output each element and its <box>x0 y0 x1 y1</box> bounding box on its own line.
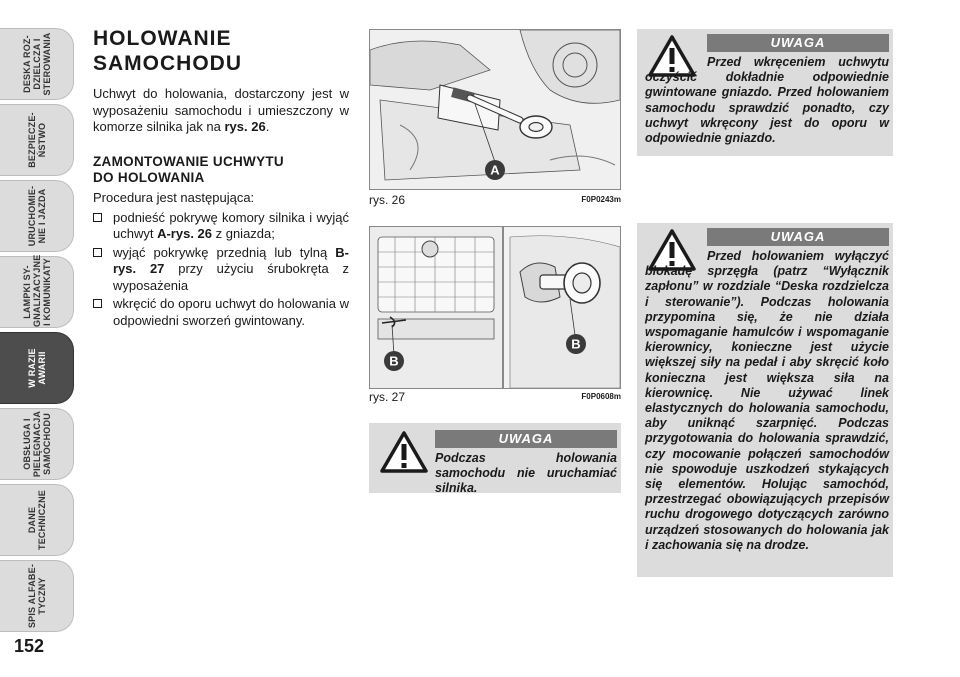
figure-engine-bay <box>369 29 621 190</box>
callout-a-label: A <box>490 162 500 178</box>
checkbox-bullet-icon <box>93 213 102 222</box>
tab-label: BEZPIECZE- ŃSTWO <box>26 112 47 168</box>
intro-figure-ref: rys. 26 <box>224 119 266 134</box>
procedure-steps <box>93 210 349 330</box>
intro-text: Uchwyt do holowania, dostarczony jest w wyposażeniu samochodu i umieszczony w komorze silnika jak na <box>93 86 349 134</box>
tab-label: DANE TECHNICZNE <box>26 490 47 550</box>
warning-box-1 <box>637 29 893 156</box>
subtitle-line-2: DO HOLOWANIA <box>93 169 205 185</box>
title-line-2: SAMOCHODU <box>93 52 242 75</box>
tab-lampki[interactable] <box>0 256 74 328</box>
step-text-end: przy użyciu śrubokręta z wyposażenia <box>113 261 349 293</box>
section-title <box>93 26 349 76</box>
tab-spis-alfabetyczny[interactable] <box>0 560 74 632</box>
warning-heading: UWAGA <box>707 228 889 246</box>
figure-label: rys. 26 <box>369 193 406 207</box>
tab-label: DESKA ROZ- DZIELCZA I STEROWANIA <box>21 32 52 96</box>
callout-b2-label: B <box>571 336 581 352</box>
step-ref: A-rys. 26 <box>157 226 212 241</box>
warning-triangle-icon <box>379 430 429 474</box>
step-text: wyjąć pokrywkę przednią lub tylną <box>113 244 336 260</box>
procedure-intro: Procedura jest następująca: <box>93 189 255 205</box>
engine-bay-illustration <box>370 30 620 189</box>
list-item <box>93 245 349 295</box>
tab-label: SPIS ALFABE- TYCZNY <box>26 563 47 629</box>
warning-text: Przed holowaniem wyłączyć blokadę sprzęgła (patrz “Wyłącznik zapłonu” w rozdziale “Deska rozdzielcza i sterowanie”). Podczas holowania przypomina się, że nie działa wspomaganie hamulców i wspomaganie kierownicy, konieczne jest użycie większej siły na pedał i aby skręcić koło konieczna jest większa siła na kierownicę. Nie używać linek elastycznych do holowania samochodu, aby uniknąć szarpnięć. Podczas przygotowania do holowania sprawdzić, czy mocowanie połączeń samochodów nie spowoduje uszkodzeń stykających się elementów. Holując samochód, przestrzegać obowiązujących przepisów ruchu drogowego dotyczących zarówno urządzeń stosowanych do holowania jak i zachowania się na drodze. <box>645 249 889 552</box>
tab-obsluga[interactable] <box>0 408 74 480</box>
tab-dane-techniczne[interactable] <box>0 484 74 556</box>
step-text: wkręcić do oporu uchwyt do holowania w odpowiedni sworzeń gwintowany. <box>113 296 349 328</box>
bumper-illustration <box>370 227 620 388</box>
checkbox-bullet-icon <box>93 299 102 308</box>
tab-uruchomienie[interactable] <box>0 180 74 252</box>
figure-label: rys. 27 <box>369 390 406 404</box>
figure-bumper <box>369 226 621 389</box>
step-ref: B-rys. 27 <box>113 244 349 276</box>
warning-text: Podczas holowania samochodu nie uruchamiać silnika. <box>435 451 617 496</box>
warning-box-2 <box>637 223 893 577</box>
step-text-end: z gniazda; <box>212 226 275 241</box>
warning-box-3 <box>369 423 621 496</box>
list-item <box>93 210 349 243</box>
checkbox-bullet-icon <box>93 248 102 257</box>
tab-deska-rozdzielcza[interactable] <box>0 28 74 100</box>
main-column <box>93 26 349 331</box>
warning-text: Przed wkręceniem uchwytu oczyścić dokładnie odpowiednie gwintowane gniazdo. Przed holowaniem samochodu sprawdzić ponadto, czy uchwyt wkręcony jest do oporu w odpowiednie gniazdo. <box>645 55 889 146</box>
warning-heading: UWAGA <box>707 34 889 52</box>
subtitle-line-1: ZAMONTOWANIE UCHWYTU <box>93 153 284 169</box>
tab-label: LAMPKI SY- GNALIZACYJNE I KOMUNIKATY <box>21 254 52 327</box>
title-line-1: HOLOWANIE <box>93 27 232 50</box>
figure-code: F0P0243m <box>581 195 621 204</box>
tab-bezpieczenstwo[interactable] <box>0 104 74 176</box>
figure-code: F0P0608m <box>581 392 621 401</box>
warning-heading: UWAGA <box>435 430 617 448</box>
callout-b1-label: B <box>389 353 399 369</box>
tab-label: W RAZIE AWARII <box>26 348 47 388</box>
tab-w-razie-awarii[interactable] <box>0 332 74 404</box>
page-number: 152 <box>14 636 45 656</box>
list-item <box>93 296 349 329</box>
tab-label: URUCHOMIE- NIE I JAZDA <box>26 185 47 247</box>
tab-label: OBSŁUGA I PIELĘGNACJA SAMOCHODU <box>21 410 52 478</box>
intro-paragraph <box>93 86 349 136</box>
step-text: podnieść pokrywę komory silnika i wyjąć uchwyt <box>113 209 349 241</box>
intro-end: . <box>265 119 270 134</box>
subsection-title <box>93 154 349 186</box>
